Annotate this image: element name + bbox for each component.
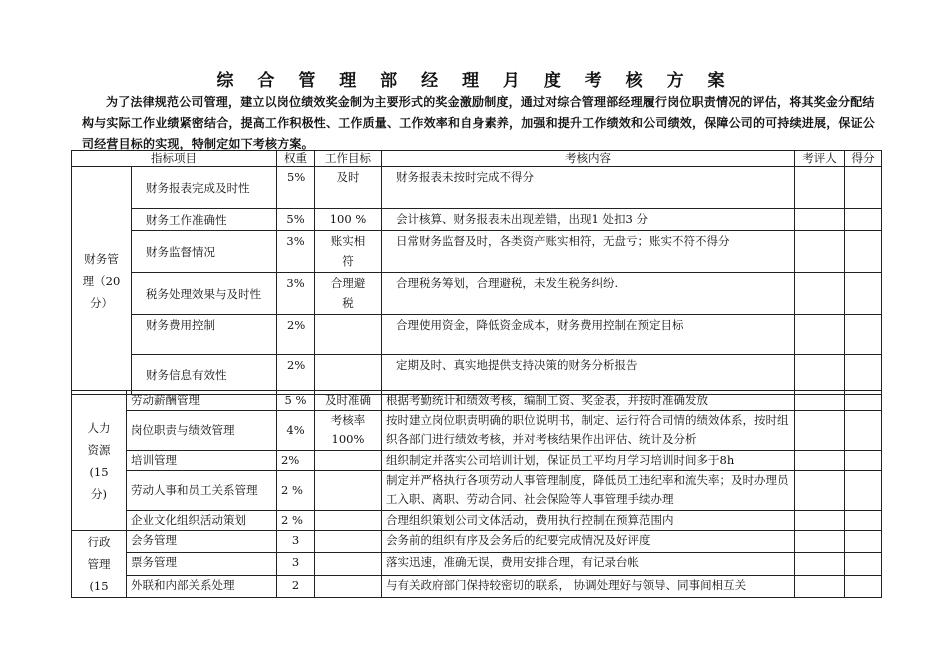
intro-paragraph: 为了法律规范公司管理，建立以岗位绩效奖金制为主要形式的奖金激励制度，通过对综合管理部经理履行岗位职责情况的评估，将其奖金分配结构与实际工作业绩紧密结合，提高工作积极性、工作质量、工作效率和自身素养，加强和提升工作绩效和公司绩效，保障公司的可持续进展，保证公司经营目标的实现，特制定如下考核方案。 [82,95,876,151]
header-score: 得分 [845,151,882,167]
content-cell: 落实迅速，准确无误，费用安排合理，有记录台帐 [382,553,795,575]
reviewer-cell [795,273,845,315]
target-cell: 及时准确 [315,391,382,411]
table-row [72,167,882,209]
content-cell: 定期及时、真实地提供支持决策的财务分析报告 [382,355,795,395]
target-cell [315,575,382,597]
weight-cell: 2% [277,355,315,395]
reviewer-cell [795,411,845,451]
weight-cell: 2 [277,575,315,597]
target-cell: 合理避税 [315,273,382,315]
header-weight: 权重 [277,151,315,167]
content-cell: 按时建立岗位职责明确的职位说明书，制定、运行符合司情的绩效体系，按时组织各部门进行绩效考核，并对考核结果作出评估、统计及分析 [382,411,795,451]
table-row [72,451,882,471]
score-cell [845,355,882,395]
content-cell: 财务报表未按时完成不得分 [382,167,795,209]
weight-cell: 5% [277,209,315,231]
item-cell: 财务报表完成及时性 [132,167,277,209]
kpi-table-hr-admin [71,390,882,598]
score-cell [845,391,882,411]
content-cell: 合理税务筹划，合理避税，未发生税务纠纷. [382,273,795,315]
reviewer-cell [795,209,845,231]
table-row [72,511,882,531]
score-cell [845,451,882,471]
score-cell [845,575,882,597]
table-row [72,209,882,231]
target-cell: 账实相符 [315,231,382,273]
target-cell [315,355,382,395]
item-cell: 培训管理 [127,451,277,471]
header-content: 考核内容 [382,151,795,167]
item-cell: 外联和内部关系处理 [127,575,277,597]
reviewer-cell [795,451,845,471]
weight-cell: 3 [277,553,315,575]
weight-cell: 3% [277,273,315,315]
table-row [72,391,882,411]
score-cell [845,531,882,553]
item-cell: 岗位职责与绩效管理 [127,411,277,451]
reviewer-cell [795,531,845,553]
target-cell [315,553,382,575]
header-target: 工作目标 [315,151,382,167]
weight-cell: 3 [277,531,315,553]
item-cell: 会务管理 [127,531,277,553]
item-cell: 财务监督情况 [132,231,277,273]
category-finance: 财务管理（20分） [72,167,132,395]
reviewer-cell [795,231,845,273]
score-cell [845,273,882,315]
item-cell: 财务工作准确性 [132,209,277,231]
reviewer-cell [795,355,845,395]
content-cell: 组织制定并落实公司培训计划，保证员工平均月学习培训时间多于8h [382,451,795,471]
content-cell: 制定并严格执行各项劳动人事管理制度，降低员工违纪率和流失率；及时办理员工入职、离职、劳动合同、社会保险等人事管理手续办理 [382,471,795,511]
item-cell: 财务费用控制 [132,315,277,355]
table-row [72,273,882,315]
score-cell [845,553,882,575]
item-cell: 劳动人事和员工关系管理 [127,471,277,511]
weight-cell: 5% [277,167,315,209]
table-row [72,231,882,273]
content-cell: 会计核算、财务报表未出现差错，出现1 处扣3 分 [382,209,795,231]
weight-cell: 2 % [277,471,315,511]
table-row [72,553,882,575]
table-row [72,575,882,597]
target-cell: 考核率100% [315,411,382,451]
item-cell: 票务管理 [127,553,277,575]
table-row [72,531,882,553]
score-cell [845,471,882,511]
weight-cell: 3% [277,231,315,273]
kpi-table-finance [71,150,882,395]
content-cell: 合理组织策划公司文体活动，费用执行控制在预算范围内 [382,511,795,531]
table-row [72,315,882,355]
reviewer-cell [795,553,845,575]
score-cell [845,209,882,231]
item-cell: 企业文化组织活动策划 [127,511,277,531]
target-cell: 及时 [315,167,382,209]
content-cell: 合理使用资金，降低资金成本，财务费用控制在预定目标 [382,315,795,355]
item-cell: 劳动薪酬管理 [127,391,277,411]
table-row [72,471,882,511]
score-cell [845,511,882,531]
reviewer-cell [795,167,845,209]
target-cell [315,531,382,553]
score-cell [845,167,882,209]
target-cell [315,315,382,355]
item-cell: 税务处理效果与及时性 [132,273,277,315]
header-reviewer: 考评人 [795,151,845,167]
content-cell: 与有关政府部门保持较密切的联系， 协调处理好与领导、同事间相互关 [382,575,795,597]
score-cell [845,231,882,273]
target-cell [315,471,382,511]
weight-cell: 2% [277,451,315,471]
category-hr: 人力资源(15分) [72,391,127,531]
table-row [72,355,882,395]
content-cell: 根据考勤统计和绩效考核，编制工资、奖金表，并按时准确发放 [382,391,795,411]
content-cell: 日常财务监督及时，各类资产账实相符，无盘亏；账实不符不得分 [382,231,795,273]
reviewer-cell [795,391,845,411]
reviewer-cell [795,471,845,511]
score-cell [845,411,882,451]
header-item: 指标项目 [72,151,277,167]
content-cell: 会务前的组织有序及会务后的纪要完成情况及好评度 [382,531,795,553]
table-header-row [72,151,882,167]
score-cell [845,315,882,355]
category-admin: 行政管理(15 [72,531,127,598]
target-cell: 100 % [315,209,382,231]
weight-cell: 5 % [277,391,315,411]
weight-cell: 4% [277,411,315,451]
table-row [72,411,882,451]
target-cell [315,451,382,471]
item-cell: 财务信息有效性 [132,355,277,395]
reviewer-cell [795,511,845,531]
reviewer-cell [795,575,845,597]
target-cell [315,511,382,531]
weight-cell: 2% [277,315,315,355]
document-title: 综 合 管 理 部 经 理 月 度 考 核 方 案 [216,71,734,91]
reviewer-cell [795,315,845,355]
weight-cell: 2 % [277,511,315,531]
